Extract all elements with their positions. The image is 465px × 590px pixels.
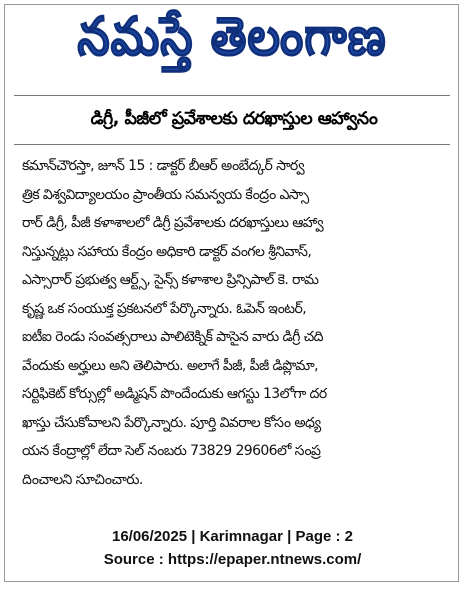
divider-top xyxy=(14,95,450,96)
article-line: యన కేంద్రాల్లో లేదా సెల్ నంబరు 73829 29606లో సంప్ర xyxy=(22,443,321,459)
article-line: కృష్ణ ఒక సంయుక్త ప్రకటనలో పేర్కొన్నారు. ఓపెన్ ఇంటర్, xyxy=(22,300,307,317)
article-line: ఐటీఐ రెండు సంవత్సరాలు పాలిటెక్నిక్ పాసైన వారు డిగ్రీ చది xyxy=(22,329,323,345)
source-link[interactable]: Source : https://epaper.ntnews.com/ xyxy=(103,551,362,568)
article-body xyxy=(22,152,447,494)
article-line: త్రిక విశ్వవిద్యాలయం ప్రాంతీయ సమన్వయ కేంద్రం ఎస్సా xyxy=(22,186,309,203)
newspaper-masthead xyxy=(32,5,432,74)
article-line: సర్టిఫికెట్ కోర్సుల్లో అడ్మిషన్ పొందేందుకు ఆగస్టు 13లోగా దర xyxy=(22,386,327,402)
article-line: రార్ డిగ్రీ, పీజీ కళాశాలలో డిగ్రీ ప్రవేశాలకు దరఖాస్తులు ఆహ్వా xyxy=(22,215,324,231)
masthead-title: నమస్తే తెలంగాణ xyxy=(77,5,387,68)
article-line: దించాలని సూచించారు. xyxy=(22,471,143,488)
article-headline: డిగ్రీ, పీజీలో ప్రవేశాలకు దరఖాస్తుల ఆహ్వానం xyxy=(90,109,378,129)
article-line: నిస్తున్నట్లు సహాయ కేంద్రం అధికారి డాక్టర్ వంగల శ్రీనివాస్, xyxy=(22,243,312,260)
article-line: కమాన్‌చౌరస్తా, జూన్ 15 : డాక్టర్ బీఆర్ అంబేద్కర్ సార్వ xyxy=(22,158,305,174)
article-line: వేందుకు అర్హులు అని తెలిపారు. అలాగే పీజీ, పీజీ డిప్లొమా, xyxy=(22,357,318,374)
article-line: ఖాస్తు చేసుకోవాలని పేర్కొన్నారు. పూర్తి వివరాల కోసం అధ్య xyxy=(22,414,321,431)
edition-meta: 16/06/2025 | Karimnagar | Page : 2 xyxy=(111,528,354,545)
divider-headline xyxy=(14,144,450,145)
article-line: ఎస్సారార్ ప్రభుత్వ ఆర్ట్స్, సైన్స్ కళాశాల ప్రిన్సిపాల్ కె. రామ xyxy=(22,272,319,288)
